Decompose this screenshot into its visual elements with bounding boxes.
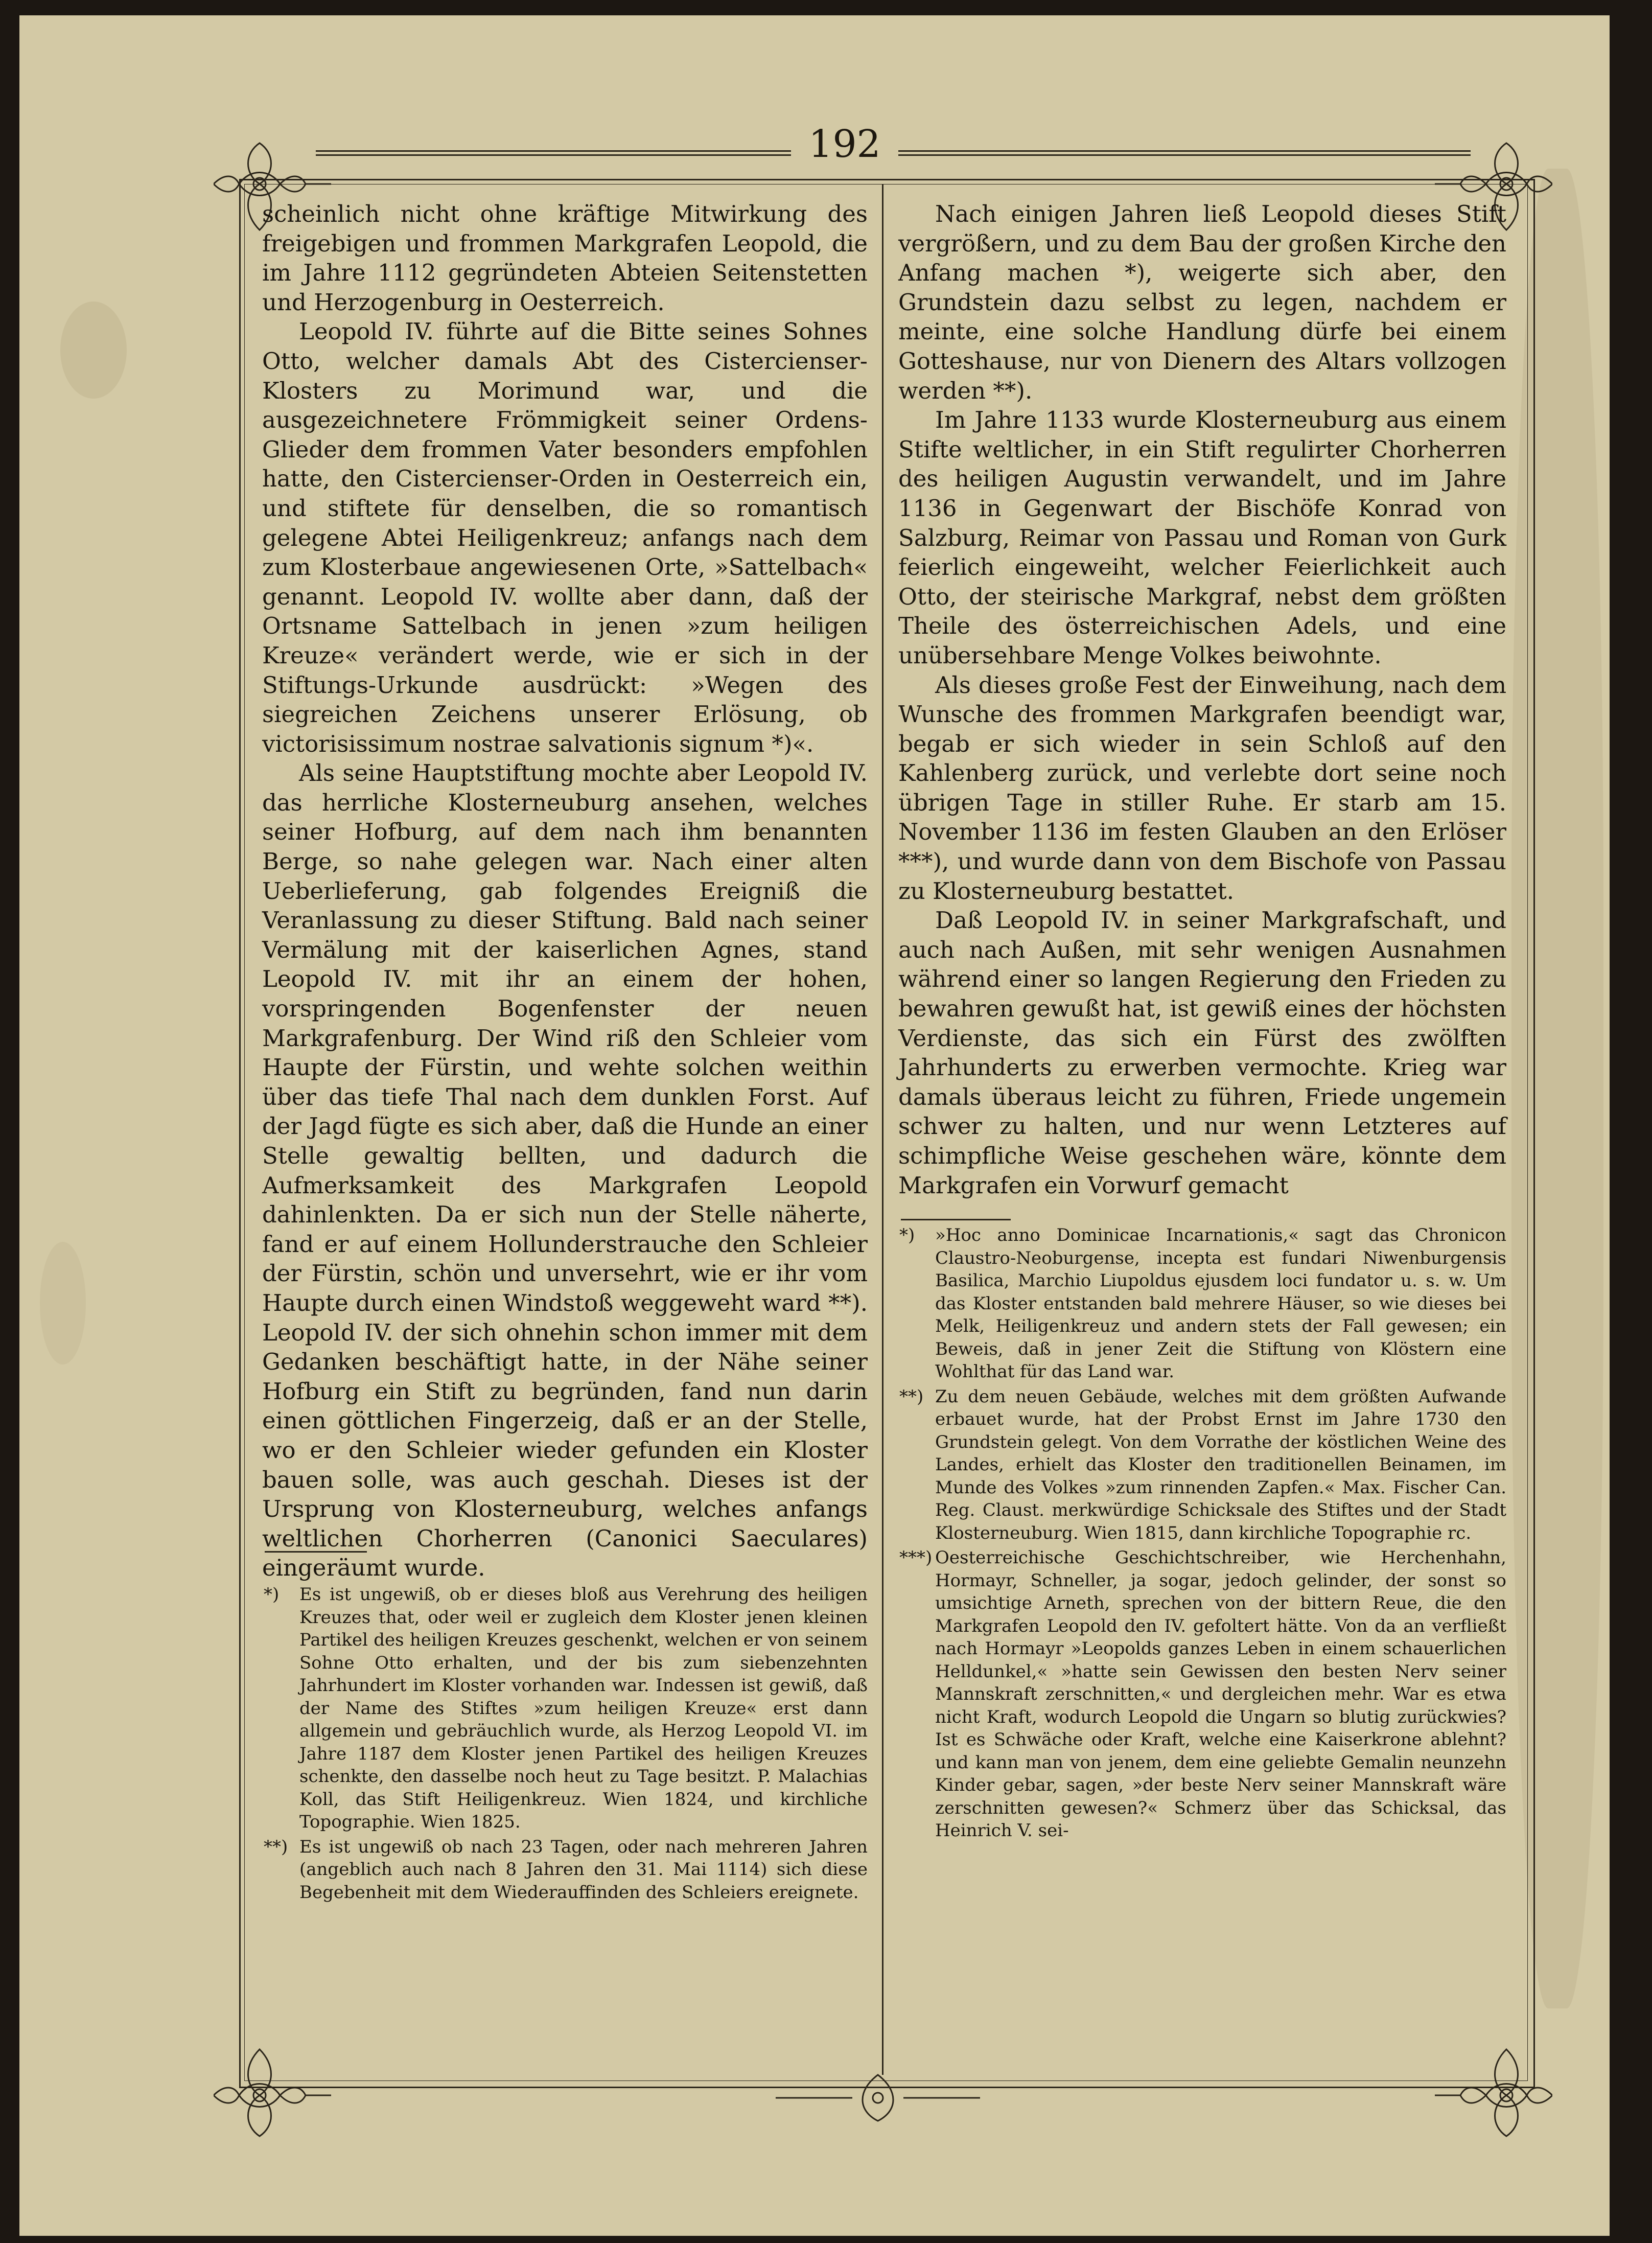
paper-stain: [60, 302, 127, 399]
column-divider: [882, 184, 883, 2075]
footnotes-right: [899, 1224, 1506, 1844]
header-rule-left: [316, 150, 791, 156]
footnote: [899, 1385, 1506, 1545]
footnote: [264, 1836, 868, 1904]
paragraph: Daß Leopold IV. in seiner Markgrafschaft, und auch nach Außen, mit sehr wenigen Ausnahmen während einer so langen Regierung den Frieden zu bewahren gewußt hat, ist gewiß eines der höchsten Verdienste, das sich ein Fürst des zwölften Jahrhunderts zu erwerben vermochte. Krieg war damals überaus leicht zu führen, Friede ungemein schwer zu halten, und nur wenn Letzteres auf schimpfliche Weise geschehen wäre, könnte dem Markgrafen ein Vorwurf gemacht: [898, 907, 1506, 1199]
paragraph: Als seine Hauptstiftung mochte aber Leopold IV. das herrliche Klosterneuburg ansehen, welches seiner Hofburg, auf dem nach ihm benannten Berge, so nahe gelegen war. Nach einer alten Ueberlieferung, gab folgendes Ereigniß die Veranlassung zu dieser Stiftung. Bald nach seiner Vermälung mit der kaiserlichen Agnes, stand Leopold IV. mit ihr an einem der hohen, vorspringenden Bogenfenster der neuen Markgrafenburg. Der Wind riß den Schleier vom Haupte der Fürstin, und wehte solchen weithin über das tiefe Thal nach dem dunklen Forst. Auf der Jagd fügte es sich aber, daß die Hunde an einer Stelle gewaltig bellten, und dadurch die Aufmerksamkeit des Markgrafen Leopold dahinlenkten. Da er sich nun der Stelle näherte, fand er auf einem Hollunderstrauche den Schleier der Fürstin, schön und unversehrt, wie er ihr vom Haupte durch einen Windstoß weggeweht ward **). Leopold IV. der sich ohnehin schon immer mit dem Gedanken beschäftigt hatte, in der Nähe seiner Hofburg ein Stift zu begründen, fand nun darin einen göttlichen Fingerzeig, daß er an der Stelle, wo er den Schleier wieder gefunden ein Kloster bauen solle, was auch geschah. Dieses ist der Ursprung von Klosterneuburg, welches anfangs weltlichen Chorherren (Canonici Saeculares) eingeräumt wurde.: [262, 759, 868, 1582]
footnote-text: Zu dem neuen Gebäude, welches mit dem größten Aufwande erbauet wurde, hat der Probst Ernst im Jahre 1730 den Grundstein gelegt. Von dem Vorrathe der köstlichen Weine des Landes, erhielt das Kloster den traditionellen Beinamen, im Munde des Volkes »zum rinnenden Zapfen.« Max. Fischer Can. Reg. Claust. merkwürdige Schicksale des Stiftes und der Stadt Klosterneuburg. Wien 1815, dann kirchliche Topographie rc.: [935, 1386, 1506, 1543]
footnote-text: Oesterreichische Geschichtschreiber, wie Herchenhahn, Hormayr, Schneller, ja sogar, jedoch gelinder, der sonst so umsichtige Arneth, sprechen von der bittern Reue, die den Markgrafen Leopold den IV. gefoltert hätte. Von da an verfließt nach Hormayr »Leopolds ganzes Leben in einem schauerlichen Helldunkel,« »hatte sein Gewissen den besten Nerv seiner Mannskraft zerschnitten,« und dergleichen mehr. War es etwa nicht Kraft, wodurch Leopold die Ungarn so blutig zurückwies? Ist es Schwäche oder Kraft, welche eine Kaiserkrone ablehnt? und kann man von jenem, dem eine geliebte Gemalin neunzehn Kinder gebar, sagen, »der beste Nerv seiner Mannskraft wäre zerschnitten gewesen?« Schmerz über das Schicksal, das Heinrich V. sei-: [935, 1547, 1506, 1841]
book-page: [19, 15, 1610, 2236]
footnote-text: »Hoc anno Dominicae Incarnationis,« sagt das Chronicon Claustro-Neoburgense, incepta est fundari Niwenburgensis Basilica, Marchio Liupoldus ejusdem loci fundator u. s. w. Um das Kloster entstanden bald mehrere Häuser, so wie dieses bei Melk, Heiligenkreuz und andern stets der Fall gewesen; ein Beweis, daß in jener Zeit die Stiftung von Klöstern eine Wohlthat für das Land war.: [935, 1225, 1506, 1382]
paragraph: Als dieses große Fest der Einweihung, nach dem Wunsche des frommen Markgrafen beendigt war, begab er sich wieder in sein Schloß auf den Kahlenberg zurück, und verlebte dort seine noch übrigen Tage in stiller Ruhe. Er starb am 15. November 1136 im festen Glauben an den Erlöser ***), und wurde dann von dem Bischofe von Passau zu Klosterneuburg bestattet.: [898, 671, 1506, 905]
footnote-mark: ***): [899, 1547, 933, 1568]
footnote-mark: *): [899, 1225, 915, 1245]
footnote-text: Es ist ungewiß ob nach 23 Tagen, oder nach mehreren Jahren (angeblich auch nach 8 Jahren den 31. Mai 1114) sich diese Begebenheit mit dem Wiederauffinden des Schleiers ereignete.: [299, 1836, 868, 1903]
page-number: 192: [808, 122, 881, 166]
footnote: [899, 1224, 1506, 1383]
paragraph: Nach einigen Jahren ließ Leopold dieses Stift vergrößern, und zu dem Bau der großen Kirche den Anfang machen *), weigerte sich aber, den Grundstein dazu selbst zu legen, nachdem er meinte, eine solche Handlung dürfe bei einem Gotteshause, nur von Dienern des Altars vollzogen werden **).: [898, 200, 1506, 404]
footnote-mark: **): [899, 1386, 924, 1407]
footnote: [899, 1546, 1506, 1842]
footnote-separator-right: [901, 1219, 1011, 1220]
paragraph: Im Jahre 1133 wurde Klosterneuburg aus einem Stifte weltlicher, in ein Stift regulirter Chorherren des heiligen Augustin verwandelt, und im Jahre 1136 in Gegenwart der Bischöfe Konrad von Salzburg, Reimar von Passau und Roman von Gurk feierlich eingeweiht, welcher Feierlichkeit auch Otto, der steirische Markgraf, nebst dem größten Theile des österreichischen Adels, und eine unübersehbare Menge Volkes beiwohnte.: [898, 406, 1506, 669]
right-text-column: [898, 199, 1506, 1200]
footnote: [264, 1583, 868, 1834]
left-text-column: [262, 199, 868, 1583]
footnotes-left: [264, 1583, 868, 1906]
footnote-text: Es ist ungewiß, ob er dieses bloß aus Verehrung des heiligen Kreuzes that, oder weil er zugleich dem Kloster jenen kleinen Partikel des heiligen Kreuzes geschenkt, welchen er von seinem Sohne Otto erhalten, und der bis zum siebenzehnten Jahrhundert im Kloster vorhanden war. Indessen ist gewiß, daß der Name des Stiftes »zum heiligen Kreuze« erst dann allgemein und gebräuchlich wurde, als Herzog Leopold VI. im Jahre 1187 dem Kloster jenen Partikel des heiligen Kreuzes schenkte, den dasselbe noch heut zu Tage besitzt. P. Malachias Koll, das Stift Heiligenkreuz. Wien 1824, und kirchliche Topographie. Wien 1825.: [299, 1584, 868, 1832]
paper-stain: [40, 1242, 86, 1365]
paragraph: scheinlich nicht ohne kräftige Mitwirkung des freigebigen und frommen Markgrafen Leopold, die im Jahre 1112 gegründeten Abteien Seitenstetten und Herzogenburg in Oesterreich.: [262, 200, 868, 316]
footnote-mark: *): [264, 1584, 280, 1605]
paragraph: Leopold IV. führte auf die Bitte seines Sohnes Otto, welcher damals Abt des Cistercienser-Klosters zu Morimund war, und die ausgezeichnetere Frömmigkeit seiner Ordens-Glieder dem frommen Vater besonders empfohlen hatte, den Cistercienser-Orden in Oesterreich ein, und stiftete für denselben, die so romantisch gelegene Abtei Heiligenkreuz; anfangs nach dem zum Klosterbaue angewiesenen Orte, »Sattelbach« genannt. Leopold IV. wollte aber dann, daß der Ortsname Sattelbach in jenen »zum heiligen Kreuze« verändert werde, wie er sich in der Stiftungs-Urkunde ausdrückt: »Wegen des siegreichen Zeichens unserer Erlösung, ob victorisissimum nostrae salvationis signum *)«.: [262, 318, 868, 757]
header-rule-right: [898, 150, 1471, 156]
footnote-separator-left: [265, 1551, 367, 1553]
footnote-mark: **): [264, 1836, 288, 1857]
